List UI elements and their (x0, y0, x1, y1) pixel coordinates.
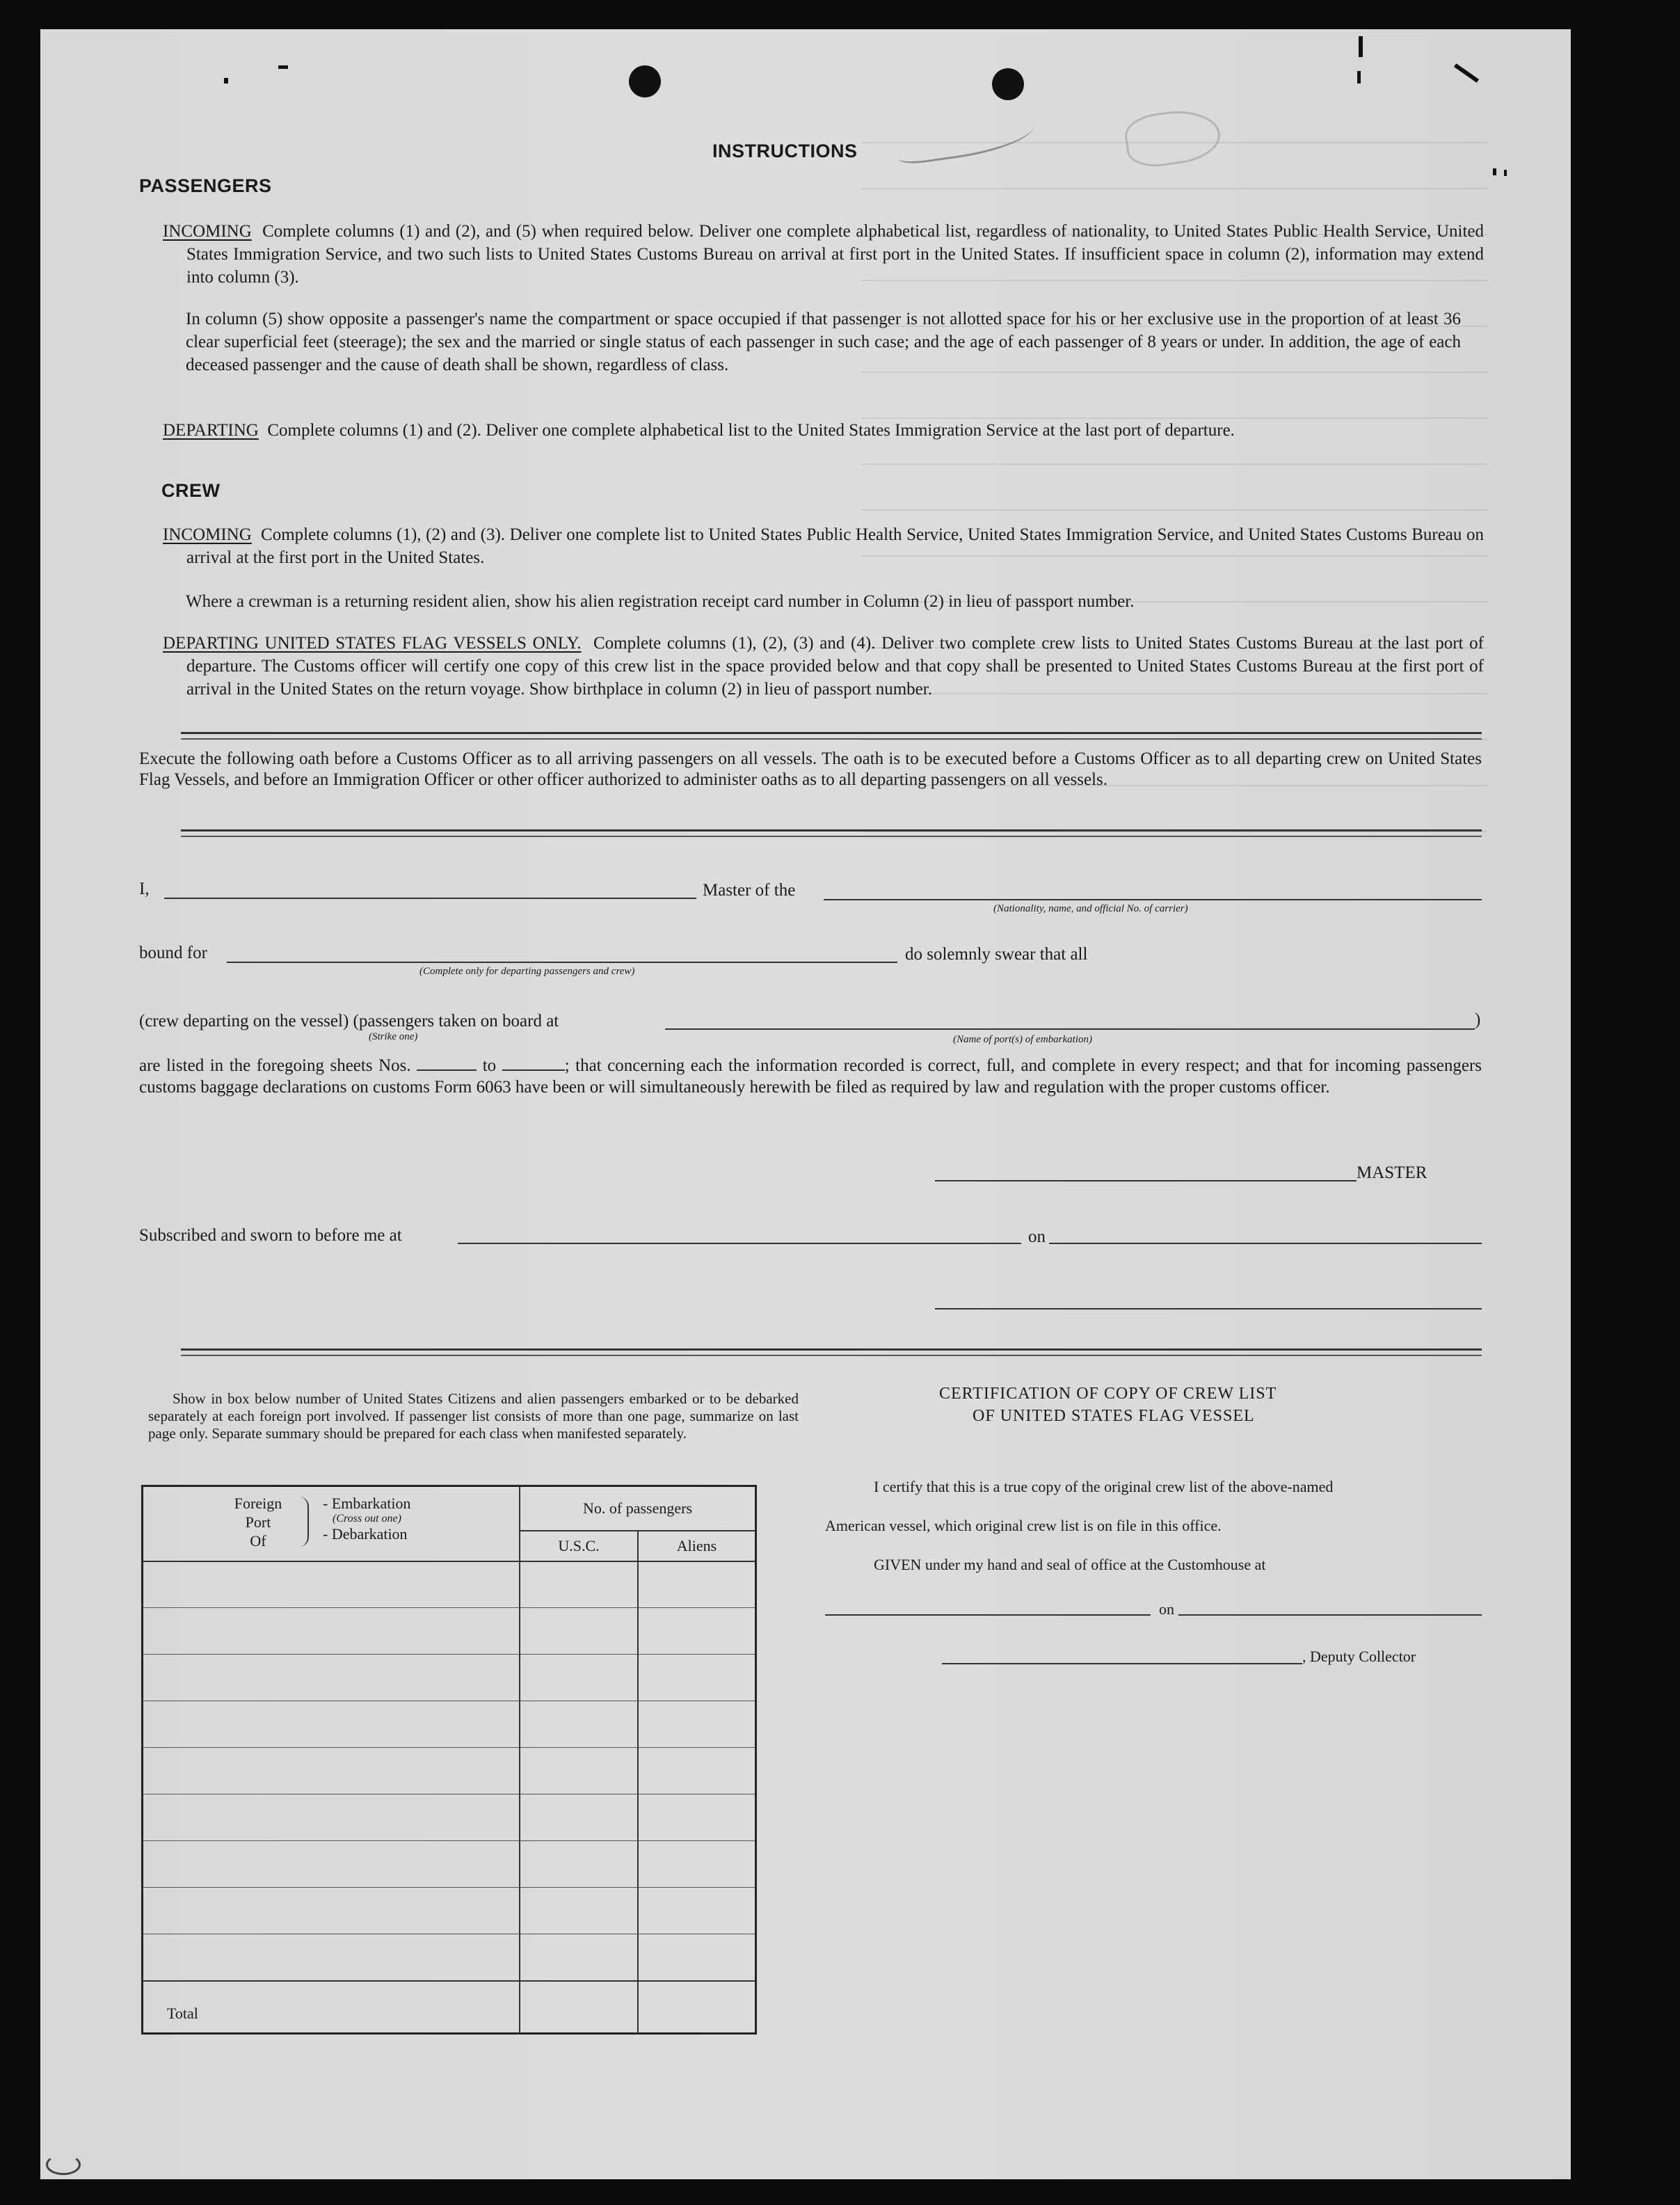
port-of-embarkation-field[interactable] (665, 1028, 1475, 1030)
strike-one-caption: (Strike one) (369, 1031, 418, 1042)
departing-label: DEPARTING (163, 421, 259, 440)
port-cell[interactable] (143, 1608, 520, 1655)
ink-speck (1493, 168, 1496, 175)
port-header-cell (143, 1486, 520, 1561)
aliens-cell[interactable] (638, 1841, 756, 1888)
usc-cell[interactable] (520, 1701, 638, 1748)
usc-cell[interactable] (520, 1934, 638, 1981)
aliens-cell[interactable] (638, 1655, 756, 1701)
ink-speck (1359, 36, 1363, 57)
punch-hole-left (629, 65, 661, 97)
usc-cell[interactable] (520, 1841, 638, 1888)
aliens-cell[interactable] (638, 1561, 756, 1608)
customhouse-field[interactable] (825, 1614, 1151, 1616)
total-row-label-cell (143, 1981, 520, 2034)
passengers-departing-paragraph (163, 419, 1484, 442)
punch-hole-right (992, 68, 1024, 100)
american-vessel-text: American vessel, which original crew list is on file in this office. (825, 1517, 1222, 1534)
certification-title-line2: OF UNITED STATES FLAG VESSEL (973, 1407, 1255, 1425)
crew-incoming-text: Complete columns (1), (2) and (3). Deliver one complete list to United States Public Health Service, United States Immigration Service, and United States Customs Bureau on arrival at the first port in the United States. (186, 525, 1484, 567)
aliens-cell[interactable] (638, 1701, 756, 1748)
flag-vessels-paragraph (163, 632, 1484, 701)
carrier-field[interactable] (824, 899, 1482, 900)
ink-speck (1357, 71, 1361, 83)
to-label: to (482, 1056, 497, 1075)
sheet-to-field[interactable] (502, 1057, 565, 1071)
no-of-passengers-header: No. of passengers (520, 1486, 756, 1531)
carrier-caption: (Nationality, name, and official No. of carrier) (993, 903, 1188, 914)
flag-vessels-text: Complete columns (1), (2), (3) and (4). Deliver two complete crew lists to United States Customs Bureau at the last port of departure. The Customs officer will certify one copy of this crew list in the space provided below and that copy shall be presented to United States Customs Bureau at the first port of arrival in the United States on the return voyage. Show birthplace in column (2) in lieu of passport number. (186, 634, 1484, 699)
foreign-label: Foreign (234, 1495, 282, 1512)
incoming-label: INCOMING (163, 222, 252, 241)
usc-cell[interactable] (520, 1655, 638, 1701)
incoming-text: Complete columns (1) and (2), and (5) when required below. Deliver one complete alphabetical list, regardless of nationality, to United States Public Health Service, United States Immigration Service, and two such lists to United States Customs Bureau on arrival at first port in the United States. If insufficient space in column (2), information may extend into column (3). (186, 222, 1484, 287)
summary-note: Show in box below number of United States Citizens and alien passengers embarked or to be debarked separately at each foreign port involved. If passenger list consists of more than one page, summarize on last page only. Separate summary should be prepared for each class when manifested separately. (148, 1390, 799, 1442)
port-label: Port (245, 1513, 271, 1531)
swear-label: do solemnly swear that all (905, 945, 1088, 964)
ink-speck (1504, 170, 1507, 176)
usc-cell[interactable] (520, 1888, 638, 1934)
usc-cell[interactable] (520, 1561, 638, 1608)
officer-signature-field[interactable] (935, 1308, 1482, 1310)
form-page (40, 29, 1571, 2179)
listed-text: ; that concerning each the information recorded is correct, full, and complete in every respect; and that for incoming passengers customs baggage declarations on customs Form 6063 have been or will simultaneously herewith be filed as required by law and regulation with the proper customs officer. (139, 1056, 1482, 1097)
deputy-collector-signature-field[interactable] (942, 1663, 1302, 1664)
sworn-on-label: on (1028, 1227, 1046, 1246)
sworn-location-field[interactable] (458, 1243, 1021, 1244)
instructions-title: INSTRUCTIONS (712, 141, 858, 161)
port-cell[interactable] (143, 1794, 520, 1841)
of-label: Of (250, 1532, 266, 1550)
usc-header: U.S.C. (520, 1531, 638, 1561)
total-label: Total (167, 2005, 198, 2022)
port-cell[interactable] (143, 1561, 520, 1608)
aliens-cell[interactable] (638, 1934, 756, 1981)
usc-cell[interactable] (520, 1608, 638, 1655)
crew-departing-label: (crew departing on the vessel) (passengers taken on board at (139, 1012, 559, 1030)
ink-speck (1454, 63, 1479, 83)
listed-prefix: are listed in the foregoing sheets Nos. (139, 1056, 411, 1075)
aliens-header: Aliens (638, 1531, 756, 1561)
ink-speck (278, 65, 288, 69)
certification-title-line1: CERTIFICATION OF COPY OF CREW LIST (939, 1385, 1277, 1403)
aliens-cell[interactable] (638, 1608, 756, 1655)
port-cell[interactable] (143, 1841, 520, 1888)
usc-cell[interactable] (520, 1748, 638, 1794)
oath-i-label: I, (139, 879, 150, 898)
passengers-incoming-paragraph (163, 220, 1484, 289)
total-usc-cell[interactable] (520, 1981, 638, 2034)
port-cell[interactable] (143, 1701, 520, 1748)
sheets-paragraph (139, 1055, 1482, 1098)
usc-cell[interactable] (520, 1794, 638, 1841)
certification-date-field[interactable] (1178, 1614, 1482, 1616)
debarkation-label: - Debarkation (323, 1525, 408, 1543)
crew-heading: CREW (161, 480, 221, 501)
master-label: MASTER (1357, 1163, 1427, 1182)
certification-on-label: on (1159, 1600, 1174, 1618)
port-cell[interactable] (143, 1655, 520, 1701)
aliens-cell[interactable] (638, 1888, 756, 1934)
bound-for-caption: (Complete only for departing passengers and crew) (419, 966, 635, 977)
sworn-date-field[interactable] (1049, 1243, 1482, 1244)
section-divider (181, 732, 1482, 740)
passengers-heading: PASSENGERS (139, 175, 272, 196)
crew-incoming-paragraph (163, 523, 1484, 569)
flag-vessels-label: DEPARTING UNITED STATES FLAG VESSELS ONLY. (163, 634, 582, 653)
port-cell[interactable] (143, 1934, 520, 1981)
port-cell[interactable] (143, 1888, 520, 1934)
port-cell[interactable] (143, 1748, 520, 1794)
ink-speck (224, 78, 228, 83)
crew-incoming-label: INCOMING (163, 525, 252, 544)
oath-intro: Execute the following oath before a Customs Officer as to all arriving passengers on all vessels. The oath is to be executed before a Customs Officer as to all departing crew on United States Flag Vessels, and before an Immigration Officer or other officer authorized to administer oaths as to all departing passengers on all vessels. (139, 749, 1482, 789)
certify-text: I certify that this is a true copy of the original crew list of the above-named (874, 1478, 1334, 1495)
section-divider (181, 829, 1482, 837)
master-name-field[interactable] (164, 898, 696, 899)
embarkation-label: - Embarkation (323, 1495, 411, 1512)
bound-for-label: bound for (139, 944, 207, 962)
bound-for-field[interactable] (227, 962, 897, 963)
aliens-cell[interactable] (638, 1748, 756, 1794)
given-text: GIVEN under my hand and seal of office at the Customhouse at (874, 1556, 1266, 1573)
master-of-the-label: Master of the (703, 881, 796, 900)
section-divider (181, 1348, 1482, 1356)
close-paren: ) (1475, 1010, 1481, 1029)
aliens-cell[interactable] (638, 1794, 756, 1841)
crewman-paragraph: Where a crewman is a returning resident alien, show his alien registration receipt card number in Column (2) in lieu of passport number. (186, 592, 1135, 611)
column5-paragraph: In column (5) show opposite a passenger's name the compartment or space occupied if that passenger is not allotted space for his or her exclusive use in the proportion of at least 36 clear superficial feet (steerage); the sex and the married or single status of each passenger in such case; and the age of each passenger of 8 years or under. In addition, the age of each deceased passenger and the cause of death shall be shown, regardless of class. (186, 310, 1461, 374)
corner-mark (46, 2154, 81, 2175)
subscribed-label: Subscribed and sworn to before me at (139, 1226, 402, 1245)
total-aliens-cell[interactable] (638, 1981, 756, 2034)
master-signature-field[interactable] (935, 1180, 1357, 1181)
departing-text: Complete columns (1) and (2). Deliver one complete alphabetical list to the United States Immigration Service at the last port of departure. (267, 421, 1235, 440)
sheet-from-field[interactable] (417, 1057, 477, 1071)
brace-mark (298, 1497, 309, 1547)
cross-out-caption: (Cross out one) (333, 1513, 401, 1525)
ports-caption: (Name of port(s) of embarkation) (953, 1034, 1092, 1045)
deputy-collector-label: , Deputy Collector (1302, 1648, 1416, 1665)
passenger-summary-table (141, 1485, 757, 2035)
